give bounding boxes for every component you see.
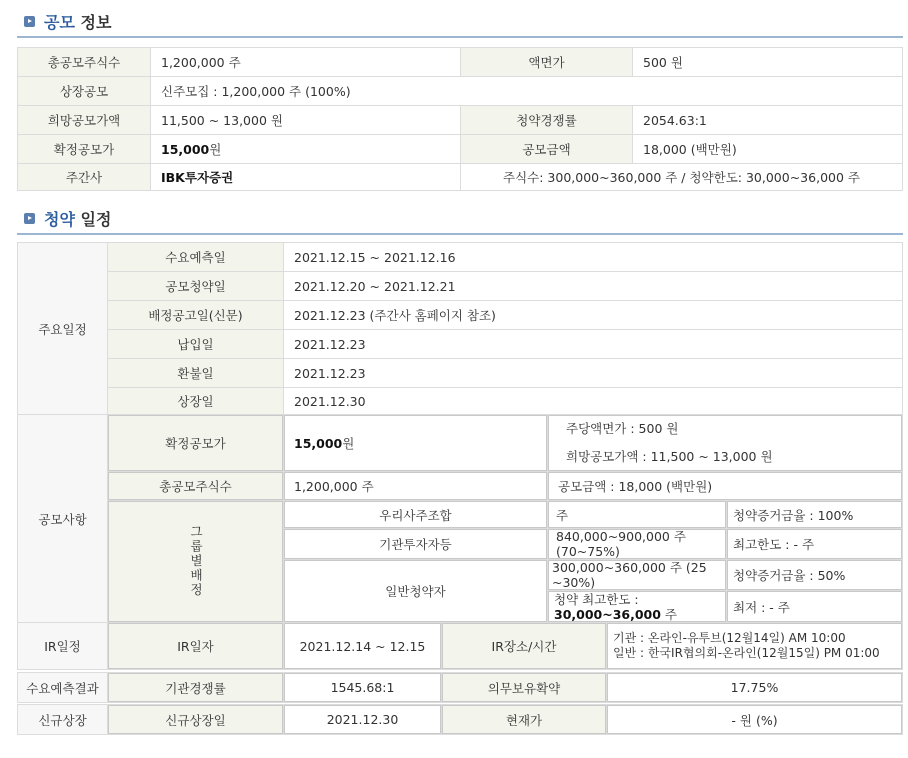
value-confirmed-offer-price: 15,000 원 bbox=[283, 414, 548, 472]
label-group-allocation: 그룹별배정 bbox=[107, 500, 284, 623]
label-confirmed-offer-price: 확정공모가 bbox=[107, 414, 284, 472]
par-and-hope-price bbox=[547, 414, 903, 472]
section-bullet-icon bbox=[24, 16, 35, 27]
par-value-text: 주당액면가 : 500 원 bbox=[566, 421, 679, 436]
label-total-shares: 총공모주식수 bbox=[17, 47, 151, 77]
value-underwriter: IBK투자증권 bbox=[150, 163, 461, 191]
schedule-section-header bbox=[17, 207, 903, 235]
value-ir-date: 2021.12.14 ~ 12.15 bbox=[283, 622, 442, 670]
demand-result-label: 수요예측결과 bbox=[17, 672, 108, 703]
group-note-employee: 청약증거금율 : 100% bbox=[726, 500, 903, 529]
group-limit-general: 청약 최고한도 : 30,000~36,000 주 bbox=[547, 590, 727, 623]
hope-price-text: 희망공모가액 : 11,500 ~ 13,000 원 bbox=[566, 449, 773, 464]
label-underwriter: 주간사 bbox=[17, 163, 151, 191]
label-listing-date: 상장일 bbox=[107, 387, 284, 415]
value-offer-amount: 18,000 (백만원) bbox=[632, 134, 903, 164]
value-ir-place: 기관 : 온라인-유투브(12월14일) AM 10:00 일반 : 한국IR협의회-온라인(12월15일) PM 01:00 bbox=[606, 622, 903, 670]
value-refund-date: 2021.12.23 bbox=[283, 358, 903, 388]
value-offer-amount-detail: 공모금액 : 18,000 (백만원) bbox=[547, 471, 903, 501]
label-competition-rate: 청약경쟁률 bbox=[460, 105, 633, 135]
label-current-price: 현재가 bbox=[441, 704, 607, 735]
label-allocation-notice-date: 배정공고일(신문) bbox=[107, 300, 284, 330]
value-confirmed-price: 15,000 원 bbox=[150, 134, 461, 164]
value-hope-price: 11,500 ~ 13,000 원 bbox=[150, 105, 461, 135]
value-underwriter-allocation: 주식수: 300,000~360,000 주 / 청약한도: 30,000~36,000 주 bbox=[460, 163, 903, 191]
group-note-general: 청약증거금율 : 50% bbox=[726, 559, 903, 591]
label-demand-forecast-date: 수요예측일 bbox=[107, 242, 284, 272]
group-name-general: 일반청약자 bbox=[283, 559, 548, 623]
group-min-general: 최저 : - 주 bbox=[726, 590, 903, 623]
value-subscription-date: 2021.12.20 ~ 2021.12.21 bbox=[283, 271, 903, 301]
label-par-value: 액면가 bbox=[460, 47, 633, 77]
value-par-value: 500 원 bbox=[632, 47, 903, 77]
group-shares-institution: 840,000~900,000 주 (70~75%) bbox=[547, 528, 727, 560]
offer-details-label: 공모사항 bbox=[17, 414, 108, 623]
value-total-shares: 1,200,000 주 bbox=[150, 47, 461, 77]
label-confirmed-price: 확정공모가 bbox=[17, 134, 151, 164]
label-institution-competition: 기관경쟁률 bbox=[107, 672, 284, 703]
label-total-offer-shares: 총공모주식수 bbox=[107, 471, 284, 501]
label-lockup-commitment: 의무보유확약 bbox=[441, 672, 607, 703]
label-hope-price: 희망공모가액 bbox=[17, 105, 151, 135]
group-shares-employee: 주 bbox=[547, 500, 727, 529]
main-schedule-label: 주요일정 bbox=[17, 242, 108, 415]
value-listing-date: 2021.12.30 bbox=[283, 387, 903, 415]
value-new-listing-date: 2021.12.30 bbox=[283, 704, 442, 735]
label-payment-date: 납입일 bbox=[107, 329, 284, 359]
group-note-institution: 최고한도 : - 주 bbox=[726, 528, 903, 560]
value-current-price: - 원 (%) bbox=[606, 704, 903, 735]
section-title: 공모 정보 bbox=[44, 13, 112, 32]
new-listing-label: 신규상장 bbox=[17, 704, 108, 735]
value-total-offer-shares: 1,200,000 주 bbox=[283, 471, 548, 501]
value-listing-offer: 신주모집 : 1,200,000 주 (100%) bbox=[150, 76, 903, 106]
label-refund-date: 환불일 bbox=[107, 358, 284, 388]
ir-schedule-label: IR일정 bbox=[17, 622, 108, 670]
label-listing-offer: 상장공모 bbox=[17, 76, 151, 106]
label-subscription-date: 공모청약일 bbox=[107, 271, 284, 301]
offering-section-header bbox=[17, 10, 903, 38]
value-allocation-notice-date: 2021.12.23 (주간사 홈페이지 참조) bbox=[283, 300, 903, 330]
value-lockup-commitment: 17.75% bbox=[606, 672, 903, 703]
value-competition-rate: 2054.63:1 bbox=[632, 105, 903, 135]
group-shares-general: 300,000~360,000 주 (25 ~30%) bbox=[547, 559, 727, 591]
section-bullet-icon bbox=[24, 213, 35, 224]
group-name-employee: 우리사주조합 bbox=[283, 500, 548, 529]
label-ir-date: IR일자 bbox=[107, 622, 284, 670]
label-offer-amount: 공모금액 bbox=[460, 134, 633, 164]
label-new-listing-date: 신규상장일 bbox=[107, 704, 284, 735]
group-name-institution: 기관투자자등 bbox=[283, 528, 548, 560]
section-title: 청약 일정 bbox=[44, 210, 112, 229]
label-ir-place: IR장소/시간 bbox=[441, 622, 607, 670]
value-payment-date: 2021.12.23 bbox=[283, 329, 903, 359]
value-institution-competition: 1545.68:1 bbox=[283, 672, 442, 703]
value-demand-forecast-date: 2021.12.15 ~ 2021.12.16 bbox=[283, 242, 903, 272]
